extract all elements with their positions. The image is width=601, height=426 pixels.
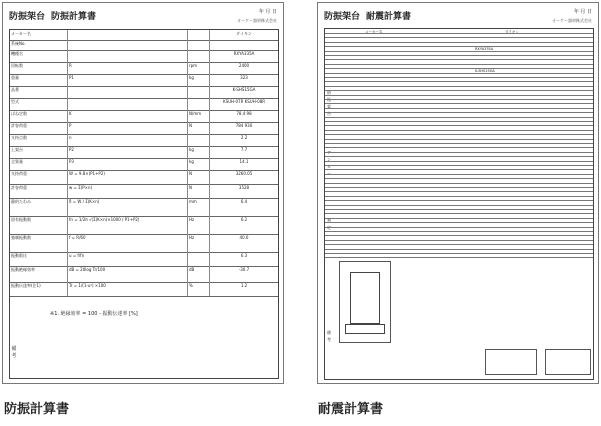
row-formula: P <box>68 122 188 134</box>
row-label: 支持点数 <box>10 134 68 146</box>
table-row <box>10 282 278 297</box>
row-formula: w = Σ(P×n) <box>68 184 188 198</box>
row-label: ばね定数 <box>10 110 68 122</box>
row-formula <box>68 30 188 40</box>
row-unit: N/mm <box>188 110 210 122</box>
row-label: 品番 <box>10 86 68 98</box>
sheet-title: 防振架台 <box>9 12 46 22</box>
row-value: 7.7 <box>240 147 248 152</box>
row-unit <box>188 40 210 50</box>
table-row <box>10 266 278 283</box>
row-label: 支持荷重 <box>10 170 68 184</box>
row-label: メーカー名 <box>10 30 68 40</box>
row-value: 78.4 98 <box>236 111 252 116</box>
row-unit: kg <box>188 158 210 170</box>
row-value: KSUH-07R KSUH-08R <box>222 99 266 104</box>
sheet-subtitle: 防振計算書 <box>51 12 97 22</box>
row-label: 機種名 <box>10 50 68 62</box>
row-unit: N <box>188 170 210 184</box>
row-formula: f = R/60 <box>68 234 188 252</box>
row-formula: P1 <box>68 74 188 86</box>
row-label: 上架台 <box>10 146 68 158</box>
row-unit: kg <box>188 146 210 158</box>
footnote: ※1. 絶縁効率 = 100 - 振動伝達率 [%] <box>50 311 138 317</box>
row-formula: n <box>68 134 188 146</box>
row-value: RXYA335A <box>233 51 255 56</box>
seismic-calc-sheet <box>317 2 599 384</box>
remarks-label: 備考 <box>11 346 17 359</box>
date-label: 年 月 日 <box>258 9 277 15</box>
row-label: 系統No. <box>10 40 68 50</box>
row-label: 強制振動数 <box>10 234 68 252</box>
maker-value: ダイキン <box>505 30 519 34</box>
frame-drawing <box>339 261 391 343</box>
row-unit: Hz <box>188 234 210 252</box>
company-name: オーケー器材株式会社 <box>237 18 277 23</box>
anchor-detail-drawing <box>545 349 591 375</box>
table-row <box>10 252 278 267</box>
table-row <box>10 234 278 253</box>
row-formula <box>68 50 188 62</box>
row-unit: dB <box>188 266 210 282</box>
row-formula <box>68 86 188 98</box>
row-value: 6.4 <box>240 199 248 204</box>
row-value: 323 <box>240 75 248 80</box>
row-unit: N <box>188 122 210 134</box>
side-label-frame: 防振架台 <box>327 90 331 116</box>
row-formula: u = f/fn <box>68 252 188 266</box>
anchor-drawing <box>485 349 537 375</box>
sheet-subtitle: 耐震計算書 <box>366 12 412 22</box>
row-formula: dB = 20log Tr/100 <box>68 266 188 282</box>
row-value: 3260.05 <box>235 171 253 176</box>
row-unit: kg <box>188 74 210 86</box>
table-row <box>325 253 593 258</box>
table-row <box>10 184 278 199</box>
row-unit: Hz <box>188 216 210 234</box>
row-formula: P2 <box>68 146 188 158</box>
row-value: K-SHS15GA <box>232 87 256 92</box>
row-value: 784 930 <box>235 123 253 128</box>
model-value: RXYA335A <box>475 47 494 51</box>
seismic-table <box>324 28 594 380</box>
row-label: 許容荷重 <box>10 122 68 134</box>
maker-label: メーカー名 <box>365 30 383 34</box>
side-label-remarks: 備考 <box>327 330 331 342</box>
row-unit <box>188 30 210 40</box>
row-unit <box>188 134 210 146</box>
row-formula: δ = W / Σ(K×n) <box>68 198 188 216</box>
row-value: 6.2 <box>240 217 248 222</box>
sheet-title: 防振架台 <box>324 12 361 22</box>
row-value <box>210 40 278 50</box>
row-label: 重量 <box>10 74 68 86</box>
vibration-calc-sheet <box>2 2 284 384</box>
product-value: K-SHS15GA <box>475 69 495 73</box>
row-unit: mm <box>188 198 210 216</box>
row-formula <box>68 40 188 50</box>
row-formula: Tr = 1/(1-u²) ×100 <box>68 282 188 296</box>
row-unit <box>188 98 210 110</box>
row-unit: N <box>188 184 210 198</box>
table-row <box>10 170 278 185</box>
row-value: 2400 <box>238 63 250 68</box>
row-formula: P3 <box>68 158 188 170</box>
table-row <box>10 216 278 235</box>
caption-seismic: 耐震計算書 <box>318 402 384 417</box>
row-formula <box>68 98 188 110</box>
row-label: 静的たわみ <box>10 198 68 216</box>
row-value: 3528 <box>238 185 250 190</box>
row-unit: rpm <box>188 62 210 74</box>
row-formula: R <box>68 62 188 74</box>
row-value: 2 2 <box>240 135 248 140</box>
row-value: 14.1 <box>239 159 249 164</box>
row-formula: fn = 1/2π √(Σ(K×n)×1000 / P1+P2) <box>68 216 188 234</box>
row-formula: W = 9.8×(P1+P2) <box>68 170 188 184</box>
row-value: 1.2 <box>240 283 248 288</box>
side-label-anchor: アンカー <box>327 150 331 176</box>
row-unit <box>188 252 210 266</box>
row-value: ダイキン <box>236 31 252 36</box>
row-unit <box>188 50 210 62</box>
row-unit <box>188 86 210 98</box>
calc-table <box>9 29 279 379</box>
row-label: 許容荷重 <box>10 184 68 198</box>
row-label: 振動絶縁効率 <box>10 266 68 282</box>
side-label-judge: 判定 <box>327 218 331 230</box>
row-value: 40.0 <box>239 235 249 240</box>
row-label: 振動伝達率(注1) <box>10 282 68 296</box>
date-label: 年 月 日 <box>573 9 592 15</box>
row-label: 回転数 <box>10 62 68 74</box>
row-value: -30.7 <box>238 267 250 272</box>
table-row <box>10 198 278 217</box>
caption-vibration: 防振計算書 <box>4 402 70 417</box>
row-label: 型式 <box>10 98 68 110</box>
row-unit: % <box>188 282 210 296</box>
company-name: オーケー器材株式会社 <box>552 18 592 23</box>
row-formula: K <box>68 110 188 122</box>
row-label: 固有振動数 <box>10 216 68 234</box>
row-label: 振動数比 <box>10 252 68 266</box>
row-value: 6.3 <box>240 253 248 258</box>
row-label: 全質量 <box>10 158 68 170</box>
